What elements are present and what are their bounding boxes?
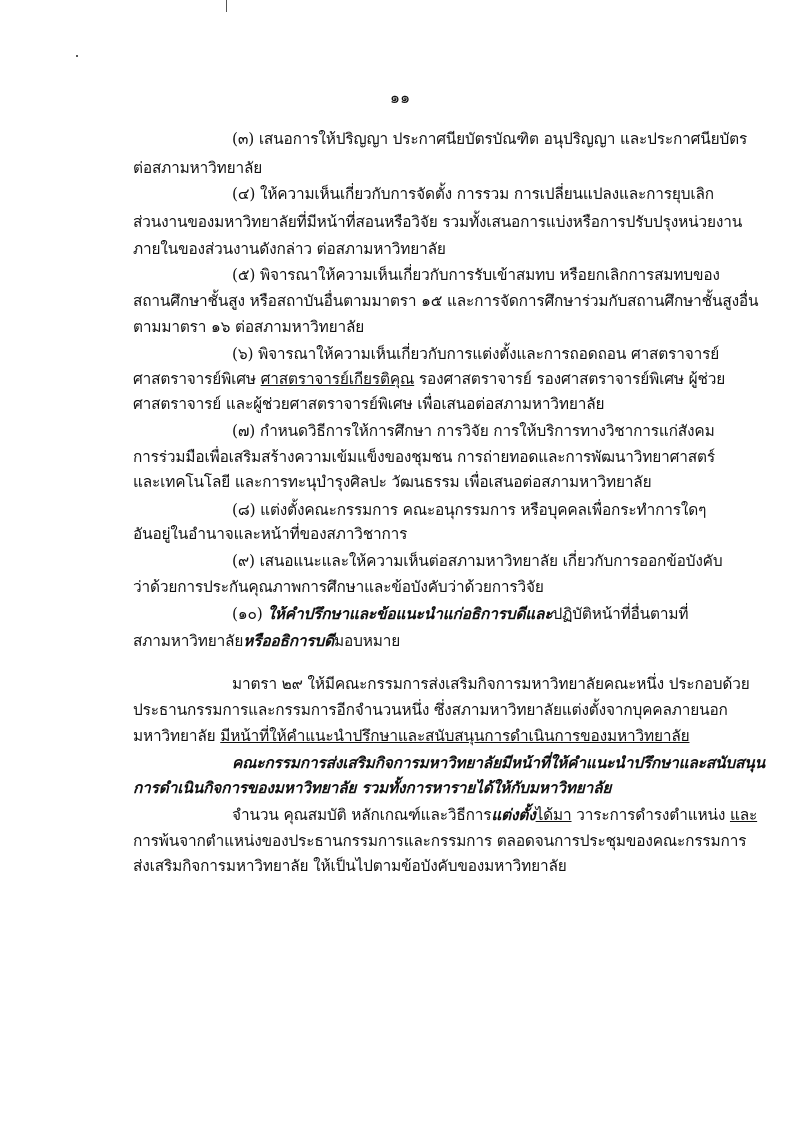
- item-10-text-a: สภามหาวิทยาลัย: [133, 632, 244, 650]
- para-2-bold-b: แต่งตั้ง: [491, 806, 536, 824]
- item-4-line-2: ส่วนงานของมหาวิทยาลัยที่มีหน้าที่สอนหรือวิจัย รวมทั้งเสนอการแบ่งหรือการปรับปรุงหน่วยงาน: [133, 213, 743, 231]
- item-10-number: (๑๐): [232, 605, 268, 623]
- section-29-line-3: [133, 725, 689, 747]
- item-6-line-2: [133, 368, 725, 390]
- item-10-line-2: [133, 630, 400, 652]
- item-3-line-2: ต่อสภามหาวิทยาลัย: [133, 159, 263, 177]
- para-2-underlined-e: และ: [729, 806, 758, 824]
- item-5-line-1: (๕) พิจารณาให้ความเห็นเกี่ยวกับการรับเข้าสมทบ หรือยกเลิกการสมทบของ: [232, 266, 720, 284]
- para-2-text-d: วาระการดำรงตำแหน่ง: [571, 806, 730, 824]
- section-29-line-2: ประธานกรรมการและกรรมการอีกจำนวนหนึ่ง ซึ่งสภามหาวิทยาลัยแต่งตั้งจากบุคคลภายนอก: [133, 701, 728, 719]
- item-6-text-a: ศาสตราจารย์พิเศษ: [133, 370, 261, 388]
- item-10-text-c: มอบหมาย: [334, 632, 401, 650]
- item-7-line-1: (๗) กำหนดวิธีการให้การศึกษา การวิจัย การให้บริการทางวิชาการแก่สังคม: [232, 422, 715, 440]
- item-5-line-2: สถานศึกษาชั้นสูง หรือสถาบันอื่นตามมาตรา ๑๕ และการจัดการศึกษาร่วมกับสถานศึกษาชั้นสูงอื่น: [133, 292, 759, 310]
- scan-mark-top: [226, 0, 227, 12]
- section-29-para-2-line-1: [232, 804, 757, 826]
- section-29-para-2-line-2: การพ้นจากตำแหน่งของประธานกรรมการและกรรมการ ตลอดจนการประชุมของคณะกรรมการ: [133, 832, 747, 850]
- item-10-bold-b: หรืออธิการบดี: [243, 632, 335, 650]
- item-10-line-1: [232, 603, 688, 625]
- item-4-line-3: ภายในของส่วนงานดังกล่าว ต่อสภามหาวิทยาลัย: [133, 240, 446, 258]
- section-29-underlined: มีหน้าที่ให้คำแนะนำปรึกษาและสนับสนุนการดำเนินการของมหาวิทยาลัย: [220, 727, 690, 745]
- item-6-line-1: (๖) พิจารณาให้ความเห็นเกี่ยวกับการแต่งตั้งและการถอดถอน ศาสตราจารย์: [232, 345, 720, 363]
- item-4-line-1: (๔) ให้ความเห็นเกี่ยวกับการจัดตั้ง การรวม การเปลี่ยนแปลงและการยุบเลิก: [232, 185, 714, 203]
- section-29-amend-line-2: การดำเนินกิจการของมหาวิทยาลัย รวมทั้งการหารายได้ให้กับมหาวิทยาลัย: [133, 779, 612, 797]
- para-2-underlined-c: ได้มา: [535, 806, 572, 824]
- section-29-para-2-line-3: ส่งเสริมกิจการมหาวิทยาลัย ให้เป็นไปตามข้อบังคับของมหาวิทยาลัย: [133, 857, 567, 875]
- section-29-amend-line-1: คณะกรรมการส่งเสริมกิจการมหาวิทยาลัยมีหน้าที่ให้คำแนะนำปรึกษาและสนับสนุน: [232, 754, 765, 772]
- scan-mark-left: [76, 55, 78, 57]
- item-5-line-3: ตามมาตรา ๑๖ ต่อสภามหาวิทยาลัย: [133, 318, 365, 336]
- item-10-text: ปฏิบัติหน้าที่อื่นตามที่: [552, 605, 689, 623]
- item-7-line-2: การร่วมมือเพื่อเสริมสร้างความเข้มแข็งของชุมชน การถ่ายทอดและการพัฒนาวิทยาศาสตร์: [133, 448, 715, 466]
- section-29-text: มหาวิทยาลัย: [133, 727, 221, 745]
- item-6-text-c: รองศาสตราจารย์ รองศาสตราจารย์พิเศษ ผู้ช่วย: [414, 370, 726, 388]
- item-8-line-2: อันอยู่ในอำนาจและหน้าที่ของสภาวิชาการ: [133, 525, 408, 543]
- page-number: ๑๑: [389, 88, 411, 107]
- item-9-line-1: (๙) เสนอแนะและให้ความเห็นต่อสภามหาวิทยาลัย เกี่ยวกับการออกข้อบังคับ: [232, 552, 723, 570]
- item-7-line-3: และเทคโนโลยี และการทะนุบำรุงศิลปะ วัฒนธรรม เพื่อเสนอต่อสภามหาวิทยาลัย: [133, 473, 652, 491]
- item-6-underlined-term: ศาสตราจารย์เกียรติคุณ: [260, 370, 415, 388]
- item-3-line-1: (๓) เสนอการให้ปริญญา ประกาศนียบัตรบัณฑิต อนุปริญญา และประกาศนียบัตร: [232, 130, 748, 148]
- para-2-text-a: จำนวน คุณสมบัติ หลักเกณฑ์และวิธีการ: [232, 806, 492, 824]
- item-9-line-2: ว่าด้วยการประกันคุณภาพการศึกษาและข้อบังคับว่าด้วยการวิจัย: [133, 578, 544, 596]
- item-10-bold-text: ให้คำปรึกษาและข้อแนะนำแก่อธิการบดีและ: [267, 605, 553, 623]
- item-6-line-3: ศาสตราจารย์ และผู้ช่วยศาสตราจารย์พิเศษ เพื่อเสนอต่อสภามหาวิทยาลัย: [133, 395, 605, 413]
- item-8-line-1: (๘) แต่งตั้งคณะกรรมการ คณะอนุกรรมการ หรือบุคคลเพื่อกระทำการใดๆ: [232, 501, 707, 519]
- section-29-line-1: มาตรา ๒๙ ให้มีคณะกรรมการส่งเสริมกิจการมหาวิทยาลัยคณะหนึ่ง ประกอบด้วย: [232, 675, 750, 693]
